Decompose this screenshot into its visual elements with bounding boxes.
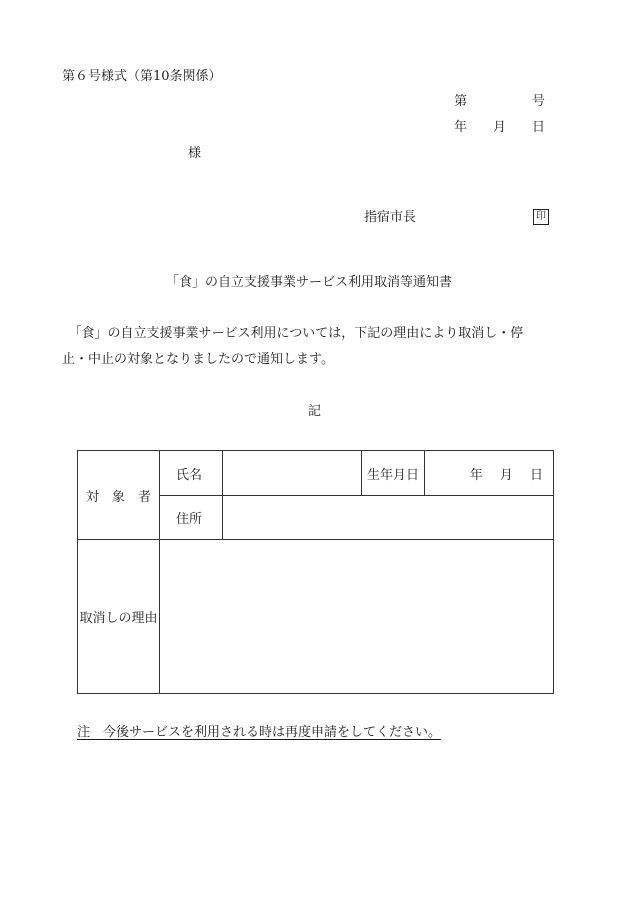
document-number-label: 第 号 [454,94,546,109]
birthdate-label: 生年月日 [366,467,419,483]
table-row [78,451,554,496]
birthdate-label-cell [362,451,425,496]
reason-label-cell [78,540,160,694]
subject-info-table [77,450,554,694]
name-label-cell [160,451,223,496]
birthdate-field[interactable] [425,451,554,496]
address-field[interactable] [223,496,554,540]
name-label: 氏名 [176,467,203,483]
name-field[interactable] [223,451,362,496]
body-text-line2: 止・中止の対象となりましたので通知します。 [62,352,334,367]
address-label: 住所 [176,512,203,527]
address-label-cell [160,496,223,540]
reason-field[interactable] [160,540,554,694]
body-text-line1: 「食」の自立支援事業サービス利用については，下記の理由により取消し・停 [62,326,524,341]
seal-mark: 印 [533,209,549,225]
ki-label: 記 [308,404,322,419]
issue-date-label: 年 月 日 [454,120,546,135]
recipient-suffix: 様 [188,146,202,161]
birthdate-value: 年 月 日 [469,467,543,483]
subject-label: 対 象 者 [85,489,151,505]
subject-label-cell [78,451,160,540]
reapply-note: 注 今後サービスを利用される時は再度申請をしてください。 [77,725,442,740]
table-row [78,540,554,694]
reason-label: 取消しの理由 [79,611,158,626]
form-number: 第６号様式（第10条関係） [62,69,222,84]
document-title: 「食」の自立支援事業サービス利用取消等通知書 [166,275,453,290]
issuer-title: 指宿市長 [364,210,417,225]
